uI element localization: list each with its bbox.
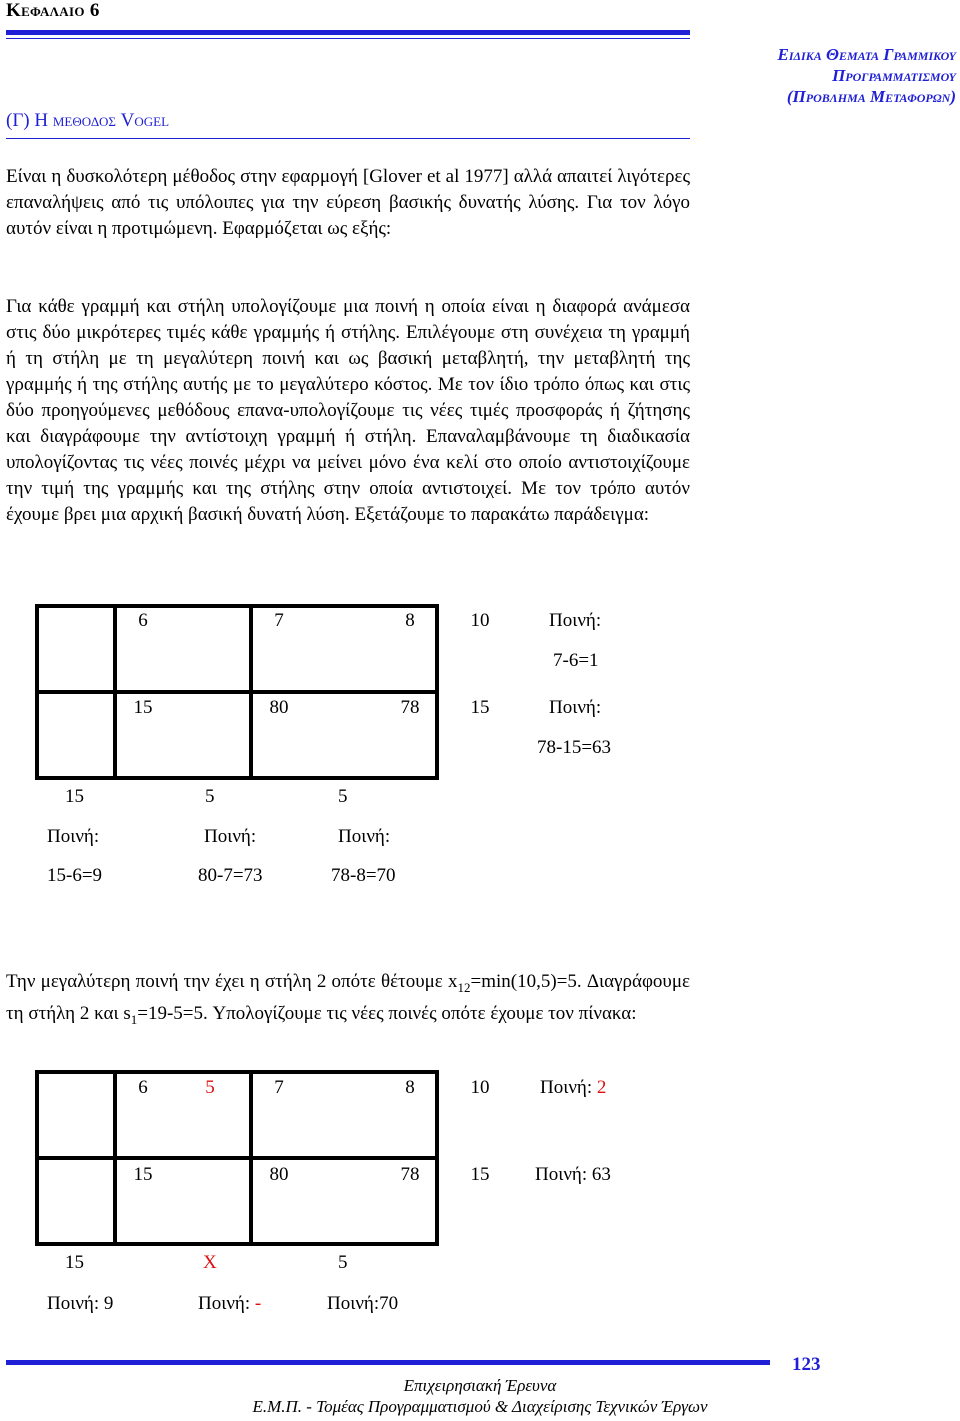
middle-paragraph-part: =min(10,5)=5. Διαγράφουμε τη στήλη 2 και s — [6, 971, 690, 1024]
table1-cost-cell: 7 — [274, 610, 284, 631]
table1-row-penalty-calc: 78-15=63 — [537, 737, 612, 758]
table2-row-penalty-value: 2 — [596, 1077, 607, 1098]
table1-divider — [35, 690, 439, 694]
section-title: (Γ) Η μεθοδος Vogel — [6, 110, 170, 131]
subscript: 1 — [130, 1011, 138, 1027]
table2-cost-cell: 78 — [400, 1164, 420, 1185]
table2-supply-cell: 15 — [470, 1164, 490, 1185]
table2-demand-cell: 15 — [65, 1252, 84, 1273]
table2-row-penalty: Ποινή: 63 — [535, 1164, 611, 1185]
table1-col-penalty-calc: 15-6=9 — [47, 865, 103, 886]
table2-col-penalty: Ποινή:70 — [327, 1293, 399, 1314]
table1-col-penalty-calc: 80-7=73 — [198, 865, 263, 886]
header-rule — [6, 30, 690, 35]
table2-cost-cell: 7 — [274, 1077, 284, 1098]
table2-col-penalty — [198, 1293, 261, 1315]
table2-allocation-cell: 5 — [205, 1077, 215, 1098]
table1-row-penalty-label: Ποινή: — [549, 610, 602, 631]
table2-col-penalty-value: - — [254, 1293, 262, 1314]
table1-col-penalty-label: Ποινή: — [204, 826, 257, 847]
intro-paragraph-text: Είναι η δυσκολότερη μέθοδος στην εφαρμογή [Glover et al 1977] αλλά απαιτεί λιγότερες επαναλήψεις από τις υπόλοιπες για την εύρεση βασικής δυνατής λύσης. Για τον λόγο αυτόν είναι η προτιμώμενη. Εφαρμόζεται ως εξής: — [6, 166, 690, 239]
chapter-title: Κεφαλαιο 6 — [6, 0, 100, 21]
method-paragraph-text: Για κάθε γραμμή και στήλη υπολογίζουμε μια ποινή η οποία είναι η διαφορά ανάμεσα στις δύο μικρότερες τιμές κάθε γραμμής ή στήλης. Επιλέγουμε στη συνέχεια τη γραμμή ή τη στήλη με τη μεγαλύτερη ποινή και ως βασική μεταβλητή, την μεταβλητή της γραμμής ή της στήλης αυτής με το μεγαλύτερο κόστος. Με τον ίδιο τρόπο όπως και στις δύο προηγούμενες μεθόδους επανα-υπολογίζουμε τις νέες τιμές προσφοράς ή ζήτησης και διαγράφουμε την αντίστοιχη γραμμή ή στήλη. Επαναλαμβάνουμε τη διαδικασία υπολογίζοντας τις νέες ποινές μέχρι να μείνει μόνο ένα κελί στο οποίο αντιστοιχίζουμε την τιμή της γραμμής και της στήλης στην οποία αντιστοιχεί. Με τον τρόπο αυτόν έχουμε βρει μια αρχική βασική δυνατή λύση. Εξετάζουμε το παρακάτω παράδειγμα: — [6, 296, 690, 525]
method-paragraph — [6, 294, 690, 528]
header-rule-thin — [6, 38, 690, 39]
table2-cost-cell: 6 — [138, 1077, 148, 1098]
intro-paragraph — [6, 164, 690, 242]
header-running-title-line1: Ειδικα Θεματα Γραμμικου — [777, 45, 956, 64]
table2-divider — [35, 1156, 439, 1160]
subscript: 12 — [457, 979, 471, 995]
page-number: 123 — [792, 1354, 821, 1375]
table1-cost-cell: 8 — [405, 610, 415, 631]
table2-demand-cell: 5 — [338, 1252, 348, 1273]
section-rule — [6, 138, 690, 139]
table2-row-penalty — [540, 1077, 606, 1099]
table1-demand-cell: 5 — [205, 786, 215, 807]
table2-cost-cell: 8 — [405, 1077, 415, 1098]
table1-cost-cell: 15 — [133, 697, 153, 718]
footer-rule — [6, 1360, 770, 1365]
table1-supply-cell: 10 — [470, 610, 490, 631]
table1-demand-cell: 5 — [338, 786, 348, 807]
table2-cost-cell: 80 — [269, 1164, 289, 1185]
table2-col-penalty: Ποινή: 9 — [47, 1293, 114, 1314]
header-running-title-line3: (Προβλημα Μεταφορων) — [786, 87, 956, 106]
middle-paragraph-part: =19-5=5. Υπολογίζουμε τις νέες ποινές οπότε έχουμε τον πίνακα: — [137, 1002, 637, 1024]
table1-row-penalty-calc: 7-6=1 — [553, 650, 599, 671]
table1-col-penalty-label: Ποινή: — [338, 826, 391, 847]
middle-paragraph — [6, 969, 690, 1033]
table2-demand-deleted-mark: X — [203, 1252, 217, 1273]
table1-cost-cell: 80 — [269, 697, 289, 718]
footer-line1: Επιχειρησιακή Έρευνα — [403, 1376, 557, 1395]
table1-demand-cell: 15 — [65, 786, 84, 807]
header-running-title-line2: Προγραμματισμου — [832, 66, 956, 85]
middle-paragraph-text — [6, 969, 690, 1033]
table2-cost-cell: 15 — [133, 1164, 153, 1185]
middle-paragraph-part: Την μεγαλύτερη ποινή την έχει η στήλη 2 οπότε θέτουμε x — [6, 971, 458, 992]
table1-row-penalty-label: Ποινή: — [549, 697, 602, 718]
header-running-title — [778, 44, 957, 107]
table1-col-penalty-calc: 78-8=70 — [331, 865, 396, 886]
table2-row-penalty-label: Ποινή: — [540, 1077, 593, 1098]
footer-line2: Ε.Μ.Π. - Τομέας Προγραμματισμού & Διαχείρισης Τεχνικών Έργων — [252, 1397, 708, 1416]
table1-cost-cell: 6 — [138, 610, 148, 631]
table2-col-penalty-label: Ποινή: — [198, 1293, 251, 1314]
table1-col-penalty-label: Ποινή: — [47, 826, 100, 847]
table2-supply-cell: 10 — [470, 1077, 490, 1098]
table1-supply-cell: 15 — [470, 697, 490, 718]
table1-cost-cell: 78 — [400, 697, 420, 718]
